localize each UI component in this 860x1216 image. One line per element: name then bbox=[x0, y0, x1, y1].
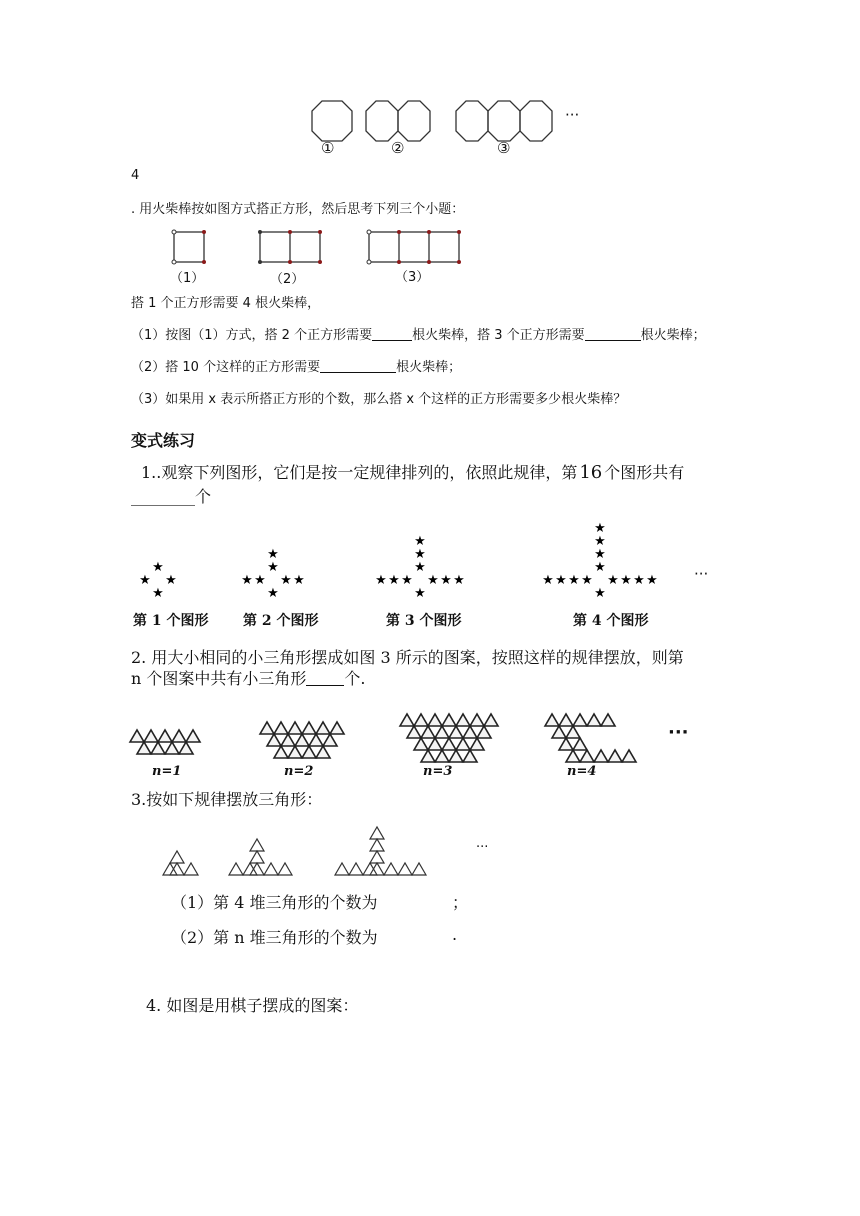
triangle-icon bbox=[559, 714, 573, 726]
triangle-icon bbox=[370, 851, 384, 863]
triangle-icon bbox=[278, 863, 292, 875]
triangle-icon bbox=[179, 742, 193, 754]
octagon-figure-1 bbox=[312, 101, 352, 141]
subquestion-2-text-a: （2）搭 10 个这样的正方形需要 bbox=[131, 360, 321, 375]
star-icon: ★ bbox=[401, 573, 413, 588]
triangle-icon bbox=[250, 839, 264, 851]
triangle-icon bbox=[172, 730, 186, 742]
star-icon: ★ bbox=[267, 586, 279, 601]
subquestion-1-text-b: 根火柴棒，搭 3 个正方形需要 bbox=[412, 328, 585, 343]
triangle-icon bbox=[260, 722, 274, 734]
triangle-icon bbox=[186, 730, 200, 742]
triangle-icon bbox=[165, 742, 179, 754]
octagon-label-1: ① bbox=[321, 139, 335, 157]
exercise-3-q1: （1）第 4 堆三角形的个数为 bbox=[171, 893, 378, 912]
answer-blank[interactable] bbox=[585, 326, 641, 341]
triangle-icon bbox=[463, 726, 477, 738]
star-ellipsis: ··· bbox=[694, 565, 709, 583]
triangle-icon bbox=[421, 726, 435, 738]
exercise-1-line-2 bbox=[131, 484, 211, 507]
triangle-icon bbox=[442, 714, 456, 726]
triangle-icon bbox=[566, 726, 580, 738]
triangle-icon bbox=[163, 863, 177, 875]
triangle-icon bbox=[274, 722, 288, 734]
answer-blank[interactable] bbox=[320, 358, 396, 373]
triangle-ellipsis: ··· bbox=[668, 722, 689, 743]
exercise-1-n: 16 bbox=[579, 462, 603, 483]
triangle-icon bbox=[288, 722, 302, 734]
triangle-icon bbox=[463, 750, 477, 762]
triangle-icon bbox=[421, 750, 435, 762]
exercise-4-title: 4. 如图是用棋子摆成的图案： bbox=[146, 996, 359, 1015]
section-title: 变式练习 bbox=[131, 431, 196, 450]
star-icon: ★ bbox=[152, 560, 164, 575]
triangle-label-4: n=4 bbox=[567, 764, 597, 779]
star-label-2: 第 2 个图形 bbox=[243, 613, 319, 629]
answer-blank[interactable]: ________ bbox=[131, 487, 195, 506]
triangle-icon bbox=[587, 714, 601, 726]
triangle-icon bbox=[184, 863, 198, 875]
triangle-icon bbox=[573, 714, 587, 726]
star-icon: ★ bbox=[388, 573, 400, 588]
star-icon: ★ bbox=[594, 547, 606, 562]
triangle-icon bbox=[456, 738, 470, 750]
triangle-icon bbox=[151, 742, 165, 754]
star-icon: ★ bbox=[607, 573, 619, 588]
matchstick-figure-3 bbox=[369, 232, 463, 264]
octagon-figure-2 bbox=[366, 101, 430, 141]
triangle-icon bbox=[130, 730, 144, 742]
triangle-icon bbox=[370, 839, 384, 851]
triangle-icon bbox=[316, 722, 330, 734]
triangle-icon bbox=[137, 742, 151, 754]
triangle-icon bbox=[608, 750, 622, 762]
star-icon: ★ bbox=[581, 573, 593, 588]
triangle-icon bbox=[250, 851, 264, 863]
matchstick-figure-1 bbox=[174, 232, 206, 264]
triangle-icon bbox=[559, 738, 573, 750]
star-icon: ★ bbox=[414, 534, 426, 549]
triangle-stack-ellipsis: ··· bbox=[476, 840, 489, 855]
exercise-3-q2-end: . bbox=[452, 925, 458, 944]
star-icon: ★ bbox=[594, 534, 606, 549]
star-icon: ★ bbox=[542, 573, 554, 588]
triangle-label-2: n=2 bbox=[284, 764, 314, 779]
triangle-icon bbox=[484, 714, 498, 726]
triangle-icon bbox=[288, 746, 302, 758]
triangle-icon bbox=[477, 726, 491, 738]
triangle-icon bbox=[370, 863, 384, 875]
triangle-label-1: n=1 bbox=[152, 764, 182, 779]
triangle-icon bbox=[250, 863, 264, 875]
subquestion-3: （3）如果用 x 表示所搭正方形的个数，那么搭 x 个这样的正方形需要多少根火柴棒？ bbox=[131, 392, 627, 407]
triangle-icon bbox=[428, 714, 442, 726]
star-icon: ★ bbox=[254, 573, 266, 588]
triangle-icon bbox=[267, 734, 281, 746]
triangle-icon bbox=[349, 863, 363, 875]
triangle-icon bbox=[264, 863, 278, 875]
answer-blank[interactable] bbox=[372, 326, 412, 341]
star-icon: ★ bbox=[633, 573, 645, 588]
triangle-icon bbox=[243, 863, 257, 875]
octagon-label-3: ③ bbox=[497, 139, 511, 157]
triangle-icon bbox=[170, 863, 184, 875]
answer-blank[interactable] bbox=[306, 671, 344, 686]
triangle-icon bbox=[449, 750, 463, 762]
triangle-icon bbox=[566, 750, 580, 762]
exercise-2-text-b: 个. bbox=[344, 669, 366, 688]
triangle-icon bbox=[335, 863, 349, 875]
triangle-icon bbox=[144, 730, 158, 742]
triangle-icon bbox=[435, 750, 449, 762]
star-icon: ★ bbox=[241, 573, 253, 588]
star-icon: ★ bbox=[594, 521, 606, 536]
triangle-icon bbox=[435, 726, 449, 738]
triangle-icon bbox=[384, 863, 398, 875]
star-label-3: 第 3 个图形 bbox=[386, 613, 462, 629]
exercise-3-title: 3.按如下规律摆放三角形： bbox=[131, 790, 323, 809]
triangle-icon bbox=[622, 750, 636, 762]
triangle-icon bbox=[594, 750, 608, 762]
triangle-icon bbox=[302, 746, 316, 758]
subquestion-1 bbox=[131, 324, 706, 343]
triangle-icon bbox=[302, 722, 316, 734]
triangle-stack-figure bbox=[163, 815, 463, 877]
triangle-icon bbox=[449, 726, 463, 738]
triangle-icon bbox=[470, 738, 484, 750]
triangle-icon bbox=[601, 714, 615, 726]
triangle-icon bbox=[170, 851, 184, 863]
triangle-icon bbox=[545, 714, 559, 726]
octagon-figure-3 bbox=[456, 101, 552, 141]
triangle-icon bbox=[363, 863, 377, 875]
star-label-1: 第 1 个图形 bbox=[133, 613, 209, 629]
subquestion-2 bbox=[131, 356, 461, 375]
star-icon: ★ bbox=[440, 573, 452, 588]
matchstick-figure-2 bbox=[260, 232, 324, 264]
star-icon: ★ bbox=[267, 560, 279, 575]
star-icon: ★ bbox=[594, 560, 606, 575]
triangle-icon bbox=[158, 730, 172, 742]
star-icon: ★ bbox=[375, 573, 387, 588]
triangle-icon bbox=[330, 722, 344, 734]
triangle-icon bbox=[573, 738, 587, 750]
matchstick-label-1: （1） bbox=[170, 271, 205, 286]
star-icon: ★ bbox=[594, 586, 606, 601]
triangle-pattern-figure bbox=[130, 700, 700, 770]
star-icon: ★ bbox=[620, 573, 632, 588]
triangle-icon bbox=[580, 750, 594, 762]
star-icon: ★ bbox=[453, 573, 465, 588]
triangle-icon bbox=[309, 734, 323, 746]
triangle-icon bbox=[407, 726, 421, 738]
given-statement: 搭 1 个正方形需要 4 根火柴棒， bbox=[131, 296, 321, 311]
star-icon: ★ bbox=[646, 573, 658, 588]
exercise-2-line-1: 2. 用大小相同的小三角形摆成如图 3 所示的图案，按照这样的规律摆放，则第 bbox=[131, 648, 684, 667]
triangle-icon bbox=[456, 714, 470, 726]
subquestion-1-text-a: （1）按图（1）方式，搭 2 个正方形需要 bbox=[131, 328, 373, 343]
exercise-3-q1-end: ； bbox=[452, 893, 469, 912]
star-icon: ★ bbox=[293, 573, 305, 588]
triangle-icon bbox=[295, 734, 309, 746]
question-intro: . 用火柴棒按如图方式搭正方形，然后思考下列三个小题： bbox=[131, 202, 465, 217]
star-icon: ★ bbox=[427, 573, 439, 588]
star-icon: ★ bbox=[165, 573, 177, 588]
matchstick-label-2: （2） bbox=[270, 272, 305, 287]
triangle-icon bbox=[412, 863, 426, 875]
exercise-2-line-2 bbox=[131, 666, 366, 689]
star-pattern-figure bbox=[130, 522, 710, 612]
triangle-icon bbox=[400, 714, 414, 726]
matchstick-label-3: （3） bbox=[395, 270, 430, 285]
subquestion-2-text-b: 根火柴棒； bbox=[396, 360, 462, 375]
star-icon: ★ bbox=[555, 573, 567, 588]
triangle-icon bbox=[281, 734, 295, 746]
triangle-icon bbox=[470, 714, 484, 726]
triangle-icon bbox=[370, 827, 384, 839]
octagon-label-2: ② bbox=[391, 139, 405, 157]
star-label-4: 第 4 个图形 bbox=[573, 613, 649, 629]
triangle-icon bbox=[414, 738, 428, 750]
triangle-icon bbox=[442, 738, 456, 750]
exercise-1-text-b: 个图形共有 bbox=[604, 463, 685, 482]
triangle-icon bbox=[428, 738, 442, 750]
triangle-label-3: n=3 bbox=[423, 764, 453, 779]
exercise-1-unit: 个 bbox=[195, 487, 212, 506]
star-icon: ★ bbox=[280, 573, 292, 588]
triangle-icon bbox=[274, 746, 288, 758]
star-icon: ★ bbox=[152, 586, 164, 601]
star-icon: ★ bbox=[139, 573, 151, 588]
triangle-icon bbox=[323, 734, 337, 746]
star-icon: ★ bbox=[414, 547, 426, 562]
star-icon: ★ bbox=[267, 547, 279, 562]
octagon-ellipsis: ··· bbox=[565, 106, 580, 124]
star-icon: ★ bbox=[414, 560, 426, 575]
exercise-1-line-1 bbox=[141, 460, 684, 483]
star-icon: ★ bbox=[568, 573, 580, 588]
triangle-icon bbox=[229, 863, 243, 875]
triangle-icon bbox=[414, 714, 428, 726]
star-icon: ★ bbox=[414, 586, 426, 601]
exercise-1-text-a: 1..观察下列图形，它们是按一定规律排列的，依照此规律，第 bbox=[141, 463, 578, 482]
question-number: 4 bbox=[131, 168, 140, 183]
triangle-icon bbox=[552, 726, 566, 738]
subquestion-1-text-c: 根火柴棒； bbox=[640, 328, 706, 343]
exercise-2-text-a: n 个图案中共有小三角形 bbox=[131, 669, 307, 688]
exercise-3-q2: （2）第 n 堆三角形的个数为 bbox=[171, 928, 378, 947]
triangle-icon bbox=[316, 746, 330, 758]
triangle-icon bbox=[398, 863, 412, 875]
